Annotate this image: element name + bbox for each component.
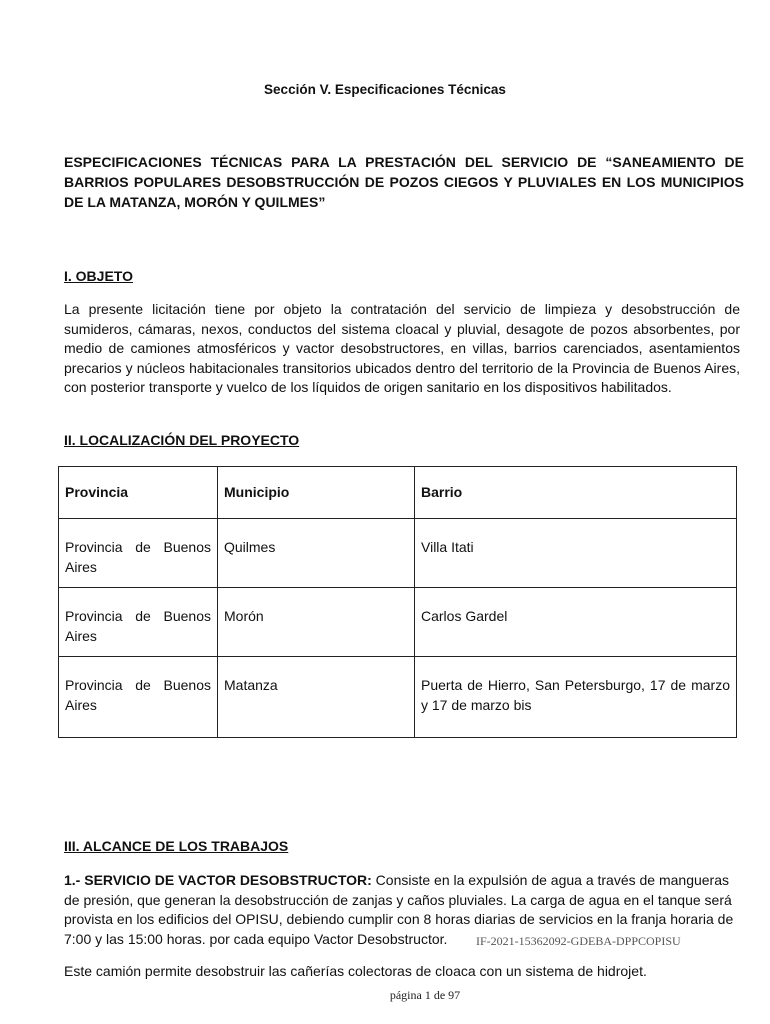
cell-barrio: Puerta de Hierro, San Petersburgo, 17 de marzo y 17 de marzo bis bbox=[415, 657, 737, 738]
alcance-heading: III. ALCANCE DE LOS TRABAJOS bbox=[64, 838, 289, 854]
objeto-heading: I. OBJETO bbox=[64, 268, 133, 284]
section-title: Sección V. Especificaciones Técnicas bbox=[264, 82, 506, 97]
cell-barrio: Carlos Gardel bbox=[415, 588, 737, 657]
table-row bbox=[59, 519, 737, 588]
header-barrio: Barrio bbox=[415, 467, 737, 519]
document-title: ESPECIFICACIONES TÉCNICAS PARA LA PRESTACIÓN DEL SERVICIO DE “SANEAMIENTO DE BARRIOS POPULARES DESOBSTRUCCIÓN DE POZOS CIEGOS Y PLUVIALES EN LOS MUNICIPIOS DE LA MATANZA, MORÓN Y QUILMES” bbox=[64, 154, 744, 210]
cell-provincia: Provincia de Buenos Aires bbox=[59, 657, 218, 738]
page-number: página 1 de 97 bbox=[389, 988, 461, 1002]
cell-provincia: Provincia de Buenos Aires bbox=[59, 519, 218, 588]
objeto-paragraph: La presente licitación tiene por objeto la contratación del servicio de limpieza y desobstrucción de sumideros, cámaras, nexos, conductos del sistema cloacal y pluvial, desagote de pozos absorbentes, por medio de camiones atmosféricos y vactor desobstructores, en villas, barrios carenciados, asentamientos precarios y núcleos habitacionales transitorios ubicados dentro del territorio de la Provincia de Buenos Aires, con posterior transporte y vuelco de los líquidos de origen sanitario en los dispositivos habilitados. bbox=[64, 301, 740, 396]
header-provincia: Provincia bbox=[59, 467, 218, 519]
cell-provincia: Provincia de Buenos Aires bbox=[59, 588, 218, 657]
table-row bbox=[59, 588, 737, 657]
table-row bbox=[59, 657, 737, 738]
header-municipio: Municipio bbox=[218, 467, 415, 519]
localizacion-table bbox=[58, 466, 737, 738]
localizacion-heading: II. LOCALIZACIÓN DEL PROYECTO bbox=[64, 432, 300, 448]
cell-municipio: Quilmes bbox=[218, 519, 415, 588]
alcance-paragraph-2: Este camión permite desobstruir las cañerías colectoras de cloaca con un sistema de hidrojet. bbox=[64, 963, 647, 979]
cell-municipio: Matanza bbox=[218, 657, 415, 738]
item-1-label: 1.- SERVICIO DE VACTOR DESOBSTRUCTOR: bbox=[64, 872, 372, 888]
table-header-row bbox=[59, 467, 737, 519]
cell-barrio: Villa Itati bbox=[415, 519, 737, 588]
cell-municipio: Morón bbox=[218, 588, 415, 657]
document-id-stamp: IF-2021-15362092-GDEBA-DPPCOPISU bbox=[476, 934, 681, 948]
item-1-text: Consiste en la expulsión de agua a través de mangueras de presión, que generan la desobstrucción de zanjas y caños pluviales. La carga de agua en el tanque será provista en los edificios del OPISU, debiendo cumplir con 8 horas diarias de servicios en la franja horaria de 7:00 y las 15:00 horas. por cada equipo Vactor Desobstructor. bbox=[64, 872, 734, 947]
